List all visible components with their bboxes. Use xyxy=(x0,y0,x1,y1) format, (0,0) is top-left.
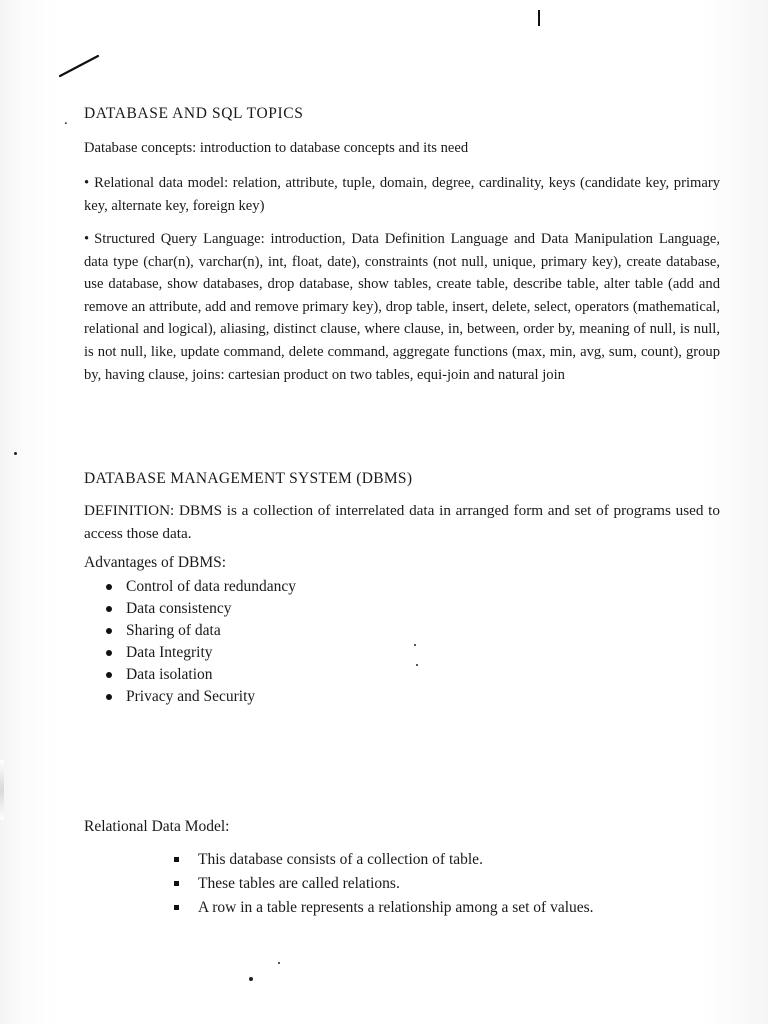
topics-bullet-sql xyxy=(84,228,720,386)
speck xyxy=(14,452,17,455)
speck xyxy=(278,962,280,964)
list-item: These tables are called relations. xyxy=(172,872,594,896)
topics-bullet-text: Relational data model: relation, attribute, tuple, domain, degree, cardinality, keys (candidate key, primary key, alternate key, foreign key) xyxy=(84,175,720,214)
speck xyxy=(414,644,416,646)
list-item: A row in a table represents a relationship among a set of values. xyxy=(172,896,594,920)
page-edge-shadow xyxy=(0,760,4,820)
list-item: Data Integrity xyxy=(106,642,296,664)
advantages-list xyxy=(106,576,296,708)
relational-points-list xyxy=(172,848,594,920)
relational-title: Relational Data Model: xyxy=(84,818,230,835)
list-item: Sharing of data xyxy=(106,620,296,642)
list-item: Privacy and Security xyxy=(106,686,296,708)
advantages-title: Advantages of DBMS: xyxy=(84,554,227,571)
topics-bullet-relational xyxy=(84,172,720,217)
dbms-definition: DEFINITION: DBMS is a collection of interrelated data in arranged form and set of programs used to access those data. xyxy=(84,502,720,542)
bullet-icon: • xyxy=(84,175,90,191)
bullet-icon: • xyxy=(84,231,90,247)
pen-mark-slash xyxy=(58,52,100,80)
speck xyxy=(249,977,253,981)
topics-intro: Database concepts: introduction to database concepts and its need xyxy=(84,140,469,156)
list-item: Control of data redundancy xyxy=(106,576,296,598)
heading-bullet-mark: . xyxy=(64,112,68,128)
pen-mark-vertical xyxy=(538,10,540,26)
speck xyxy=(416,664,418,666)
list-item: Data consistency xyxy=(106,598,296,620)
list-item: Data isolation xyxy=(106,664,296,686)
list-item: This database consists of a collection of table. xyxy=(172,848,594,872)
topics-bullet-text: Structured Query Language: introduction, Data Definition Language and Data Manipulation Language, data type (char(n), varchar(n), int, float, date), constraints (not null, unique, primary key), create database, use database, show databases, drop database, show tables, create table, describe table, alter table (add and remove an attribute, add and remove primary key), drop table, insert, delete, select, operators (mathematical, relational and logical), aliasing, distinct clause, where clause, in, between, order by, meaning of null, is null, is not null, like, update command, delete command, aggregate functions (max, min, avg, sum, count), group by, having clause, joins: cartesian product on two tables, equi-join and natural join xyxy=(84,231,720,383)
dbms-heading: DATABASE MANAGEMENT SYSTEM (DBMS) xyxy=(84,470,413,487)
topics-heading: DATABASE AND SQL TOPICS xyxy=(84,105,304,122)
